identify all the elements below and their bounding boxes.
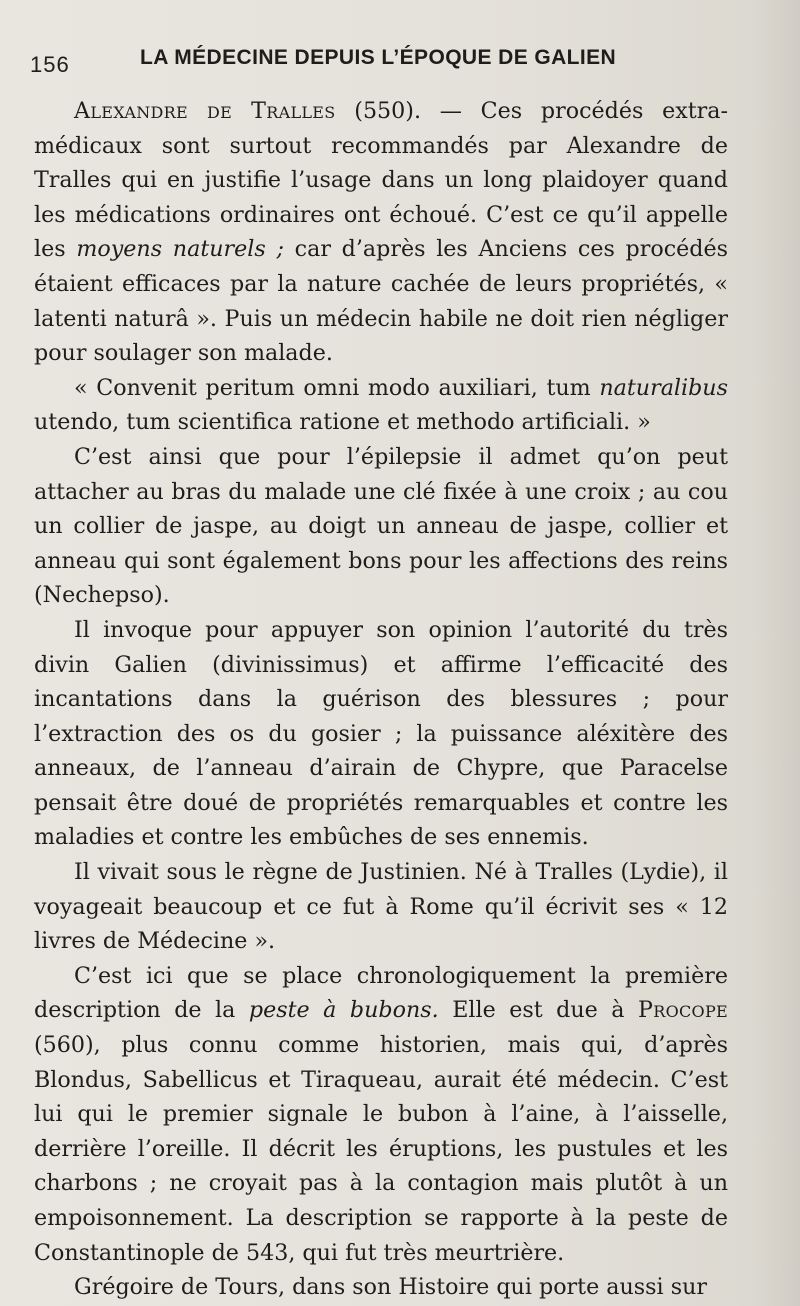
italic-phrase: peste à bubons.: [248, 997, 439, 1024]
paragraph-latin-quote: [34, 371, 728, 440]
paragraph-peste: [34, 959, 728, 1270]
italic-phrase: moyens naturels ;: [76, 236, 284, 263]
page-header: [30, 46, 770, 78]
author-name: Procope: [638, 997, 729, 1024]
body-text: [34, 94, 728, 1305]
paragraph-galien: Il invoque pour appuyer son opinion l’autorité du très divin Galien (divinissimus) et affirme l’efficacité des incantations dans la guérison des blessures ; pour l’extraction des os du gosier ; la puissance aléxitère des anneaux, de l’anneau d’airain de Chypre, que Paracelse pensait être doué de propriétés remarquables et contre les maladies et contre les embûches de ses ennemis.: [34, 616, 728, 851]
paragraph-justinien: Il vivait sous le règne de Justinien. Né à Tralles (Lydie), il voyageait beaucoup et ce fut à Rome qu’il écrivit ses « 12 livres de Médecine ».: [34, 859, 728, 955]
paragraph-text: C’est ici que se place chronologiquement la première description de la: [34, 962, 728, 1024]
page-number: 156: [30, 52, 70, 77]
paragraph-text: car d’après les Anciens ces procédés étaient efficaces par la nature cachée de leurs propriétés, « latenti naturâ ». Puis un médecin habile ne doit rien négliger pour soulager son malade.: [34, 236, 729, 367]
paragraph-text: Elle est due à: [438, 997, 639, 1024]
author-name: Alexandre de Tralles: [74, 98, 336, 124]
paragraph-text: « Convenit peritum omni modo auxiliari, tum: [74, 374, 600, 401]
paragraph-alexandre-de-tralles: [34, 94, 728, 371]
paragraph-gregoire: Grégoire de Tours, dans son Histoire qui porte aussi sur: [74, 1274, 707, 1301]
paragraph-text: (550). — Ces procédés extra-médicaux sont surtout recommandés par Alexandre de Tralles qui en justifie l’usage dans un long plaidoyer quand les médications ordinaires ont échoué. C’est ce qu’il appelle les: [34, 98, 728, 263]
paragraph-text: utendo, tum scientifica ratione et methodo artificiali. »: [34, 409, 651, 436]
italic-word: naturalibus: [599, 374, 728, 401]
running-title: LA MÉDECINE DEPUIS L’ÉPOQUE DE GALIEN: [140, 46, 617, 69]
paragraph-text: (560), plus connu comme historien, mais qui, d’après Blondus, Sabellicus et Tiraqueau, aurait été médecin. C’est lui qui le premier signale le bubon à l’aine, à l’aisselle, derrière l’oreille. Il décrit les éruptions, les pustules et les charbons ; ne croyait pas à la contagion mais plutôt à un empoisonnement. La description se rapporte à la peste de Constantinople de 543, qui fut très meurtrière.: [34, 1032, 728, 1266]
paragraph-epilepsie: C’est ainsi que pour l’épilepsie il admet qu’on peut attacher au bras du malade une clé fixée à une croix ; au cou un collier de jaspe, au doigt un anneau de jaspe, collier et anneau qui sont également bons pour les affections des reins (Nechepso).: [34, 443, 728, 609]
